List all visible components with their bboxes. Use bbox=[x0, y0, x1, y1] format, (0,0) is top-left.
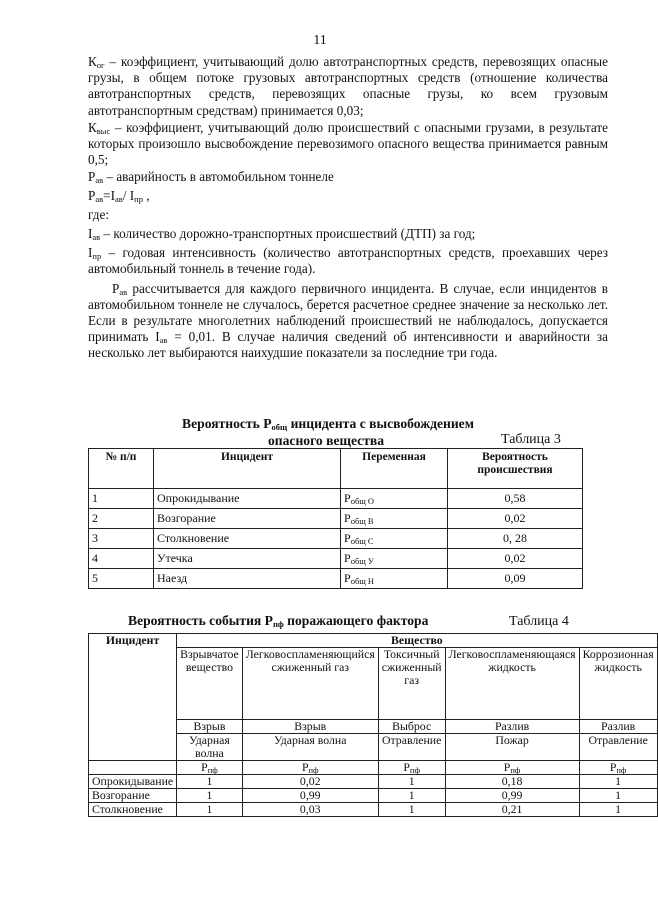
table3-header-row bbox=[89, 449, 583, 489]
where-label: где: bbox=[88, 206, 109, 222]
table4-event-row: Взрыв Взрыв Выброс Разлив Разлив bbox=[89, 720, 658, 734]
table-row: 4 Утечка $Р_{общ У}$ 0,02 bbox=[89, 549, 583, 569]
table4-p-row: $Р_{пф}$ $Р_{пф}$ $Р_{пф}$ $Р_{пф}$ $Р_{пф}$ bbox=[89, 761, 658, 775]
paragraph-ipr: $I_{пр}$ – годовая интенсивность (количество автотранспортных средств, проехавших через автомобильный тоннель в течение года). bbox=[88, 245, 608, 277]
formula-pav: $Р_{ав}=I_{ав}/$ $I_{пр}$ , bbox=[88, 187, 150, 204]
table-row: 1 Опрокидывание $Р_{общ О}$ 0,58 bbox=[89, 489, 583, 509]
table4-substance-row: Взрывчатое вещество Легковоспламеняющийся сжиженный газ Токсичный сжиженный газ Легковоспламеняющаяся жидкость Коррозионная жидкость bbox=[89, 648, 658, 720]
table4 bbox=[88, 633, 658, 817]
paragraph-kvys: $К_{выс}$ – коэффициент, учитывающий долю происшествий с опасными грузами, в результате которых произошло высвобождение перевозимого опасного вещества принимается равным 0,5; bbox=[88, 119, 608, 168]
table4-label: Таблица 4 bbox=[509, 614, 569, 629]
paragraph-pav: $Р_{ав}$ – аварийность в автомобильном тоннеле bbox=[88, 169, 334, 186]
table4-factor-row: Ударная волна Ударная волна Отравление Пожар Отравление bbox=[89, 734, 658, 761]
table3-title: Вероятность $Р_{общ}$ инцидента с высвобождением опасного вещества bbox=[182, 416, 474, 448]
table4-title: Вероятность события $Р_{пф}$ поражающего фактора bbox=[128, 613, 429, 629]
paragraph-iav: $I_{ав}$ – количество дорожно-транспортных происшествий (ДТП) за год; bbox=[88, 226, 476, 243]
table-row: Возгорание 1 0,99 1 0,99 1 bbox=[89, 789, 658, 803]
table4-header-substance: Вещество bbox=[177, 634, 658, 648]
paragraph-pav-calc: $Р_{ав}$ рассчитывается для каждого первичного инцидента. В случае, если инцидентов в автомобильном тоннеле не случалось, берется расчетное среднее значение за несколько лет. Если в результате многолетних наблюдений происшествий не наблюдалось, допускается принимать $I_{ав} = 0,01$. В случае наличия сведений об интенсивности и аварийности за несколько лет выбираются наихудшие показатели за последние три года. bbox=[88, 280, 608, 361]
table-row: 2 Возгорание $Р_{общ В}$ 0,02 bbox=[89, 509, 583, 529]
table3-header-probability: Вероятность происшествия bbox=[448, 449, 583, 489]
table-row: 3 Столкновение $Р_{общ С}$ 0, 28 bbox=[89, 529, 583, 549]
table3 bbox=[88, 448, 583, 589]
table3-label: Таблица 3 bbox=[501, 432, 561, 447]
table3-header-variable: Переменная bbox=[341, 449, 448, 489]
table3-header-incident: Инцидент bbox=[154, 449, 341, 489]
table-row: 5 Наезд $Р_{общ Н}$ 0,09 bbox=[89, 569, 583, 589]
table4-header-row bbox=[89, 634, 658, 648]
paragraph-kog: $К_{ог}$ – коэффициент, учитывающий долю автотранспортных средств, перевозящих опасные грузы, в общем потоке грузовых автотранспортных средств (отношение количества автотранспортных средств, перевозящих опасные грузы, ко всем грузовым автотранспортным средствам) принимается 0,03; bbox=[88, 54, 608, 118]
table3-header-n: № п/п bbox=[89, 449, 154, 489]
table4-header-incident: Инцидент bbox=[89, 634, 177, 761]
page-number: 11 bbox=[313, 33, 327, 48]
table-row: Столкновение 1 0,03 1 0,21 1 bbox=[89, 803, 658, 817]
body-text bbox=[88, 54, 608, 362]
table-row: Опрокидывание 1 0,02 1 0,18 1 bbox=[89, 775, 658, 789]
